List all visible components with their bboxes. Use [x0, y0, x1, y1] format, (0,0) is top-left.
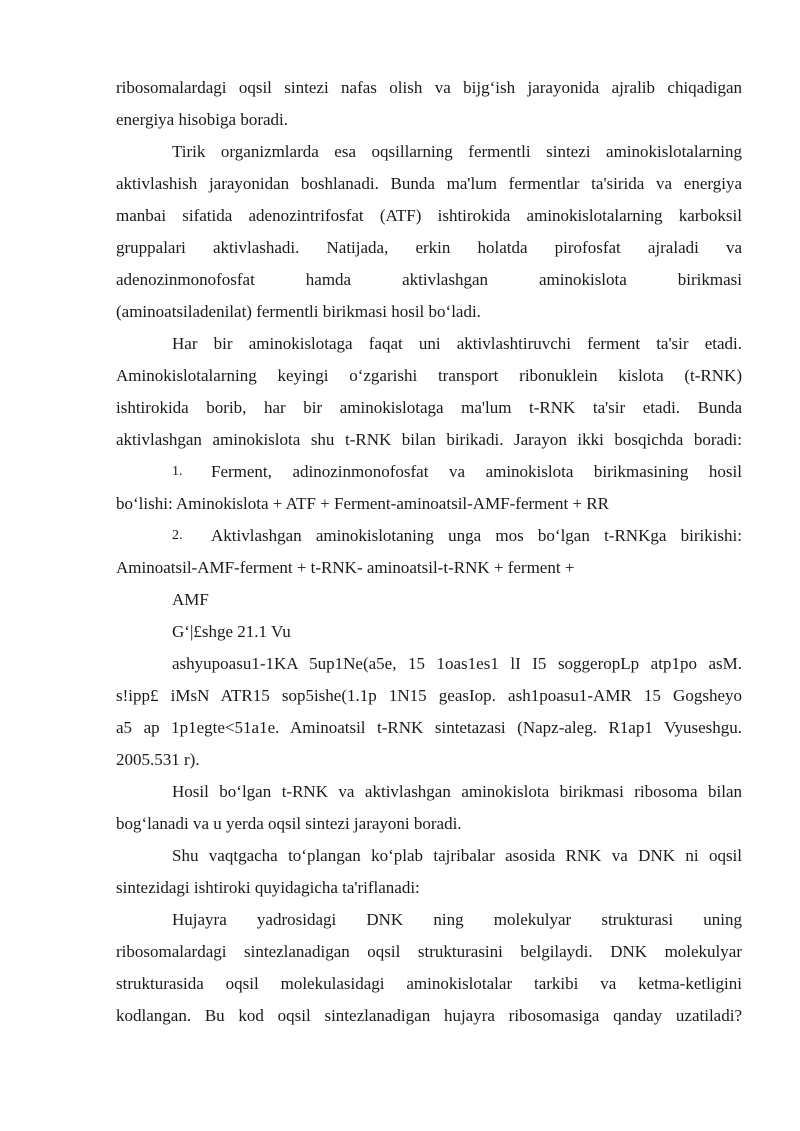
text-line: adenozinmonofosfat hamda aktivlashgan aminokislota birikmasi — [116, 270, 742, 289]
text-line: Aminokislotalarning keyingi o‘zgarishi transport ribonuklein kislota (t-RNK) — [116, 366, 742, 385]
paragraph-start: Tirik organizmlarda esa oqsillarning fermentli sintezi aminokislotalarning — [172, 142, 742, 161]
text-line: energiya hisobiga boradi. — [116, 110, 289, 129]
text-line: ishtirokida borib, har bir aminokislotaga ma'lum t-RNK ta'sir etadi. Bunda — [116, 398, 742, 417]
text-line: kodlangan. Bu kod oqsil sintezlanadigan hujayra ribosomasiga qanday uzatiladi? — [116, 1006, 742, 1025]
text-line: strukturasida oqsil molekulasidagi aminokislotalar tarkibi va ketma-ketligini — [116, 974, 742, 993]
text-line: gruppalari aktivlashadi. Natijada, erkin holatda pirofosfat ajraladi va — [116, 238, 742, 257]
figure-caption: G‘|£shge 21.1 Vu — [172, 622, 291, 641]
text-line: ribosomalardagi oqsil sintezi nafas olish va bijg‘ish jarayonida ajralib chiqadigan — [116, 78, 742, 97]
text-line: Aminoatsil-AMF-ferment + t-RNK- aminoatsil-t-RNK + ferment + — [116, 558, 575, 577]
list-item-1 — [116, 456, 742, 488]
text-line: manbai sifatida adenozintrifosfat (ATF) ishtirokida aminokislotalarning karboksil — [116, 206, 742, 225]
list-item-text: Aktivlashgan aminokislotaning unga mos bo‘lgan t-RNKga birikishi: — [211, 526, 742, 545]
text-line: ribosomalardagi sintezlanadigan oqsil strukturasini belgilaydi. DNK molekulyar — [116, 942, 742, 961]
text-line: s!ipp£ iMsN ATR15 sop5ishe(1.1p 1N15 geasIop. ash1poasu1-AMR 15 Gogsheyo — [116, 686, 742, 705]
list-number: 2. — [172, 528, 183, 543]
paragraph-start: Hujayra yadrosidagi DNK ning molekulyar strukturasi uning — [172, 910, 742, 929]
paragraph-start: ashyupoasu1-1KA 5up1Ne(a5e, 15 1oas1es1 lI I5 soggeropLp atp1po asM. — [172, 654, 742, 673]
list-item-2 — [116, 520, 742, 552]
text-line: bo‘lishi: Aminokislota + ATF + Ferment-aminoatsil-AMF-ferment + RR — [116, 494, 609, 513]
text-line: AMF — [172, 590, 209, 609]
list-number: 1. — [172, 464, 183, 479]
text-line: aktivlashgan aminokislota shu t-RNK bilan birikadi. Jarayon ikki bosqichda boradi: — [116, 430, 742, 449]
text-line: bog‘lanadi va u yerda oqsil sintezi jarayoni boradi. — [116, 814, 462, 833]
text-line: 2005.531 r). — [116, 750, 200, 769]
text-line: sintezidagi ishtiroki quyidagicha ta'riflanadi: — [116, 878, 420, 897]
paragraph-start: Hosil bo‘lgan t-RNK va aktivlashgan aminokislota birikmasi ribosoma bilan — [172, 782, 742, 801]
document-body — [116, 72, 742, 1032]
text-line: a5 ap 1p1egte<51a1e. Aminoatsil t-RNK sintetazasi (Napz-aleg. R1ap1 Vyuseshgu. — [116, 718, 742, 737]
list-item-text: Ferment, adinozinmonofosfat va aminokislota birikmasining hosil — [211, 462, 742, 481]
text-line: (aminoatsiladenilat) fermentli birikmasi hosil bo‘ladi. — [116, 302, 481, 321]
paragraph-start: Har bir aminokislotaga faqat uni aktivlashtiruvchi ferment ta'sir etadi. — [172, 334, 742, 353]
text-line: aktivlashish jarayonidan boshlanadi. Bunda ma'lum fermentlar ta'sirida va energiya — [116, 174, 742, 193]
paragraph-start: Shu vaqtgacha to‘plangan ko‘plab tajribalar asosida RNK va DNK ni oqsil — [172, 846, 742, 865]
